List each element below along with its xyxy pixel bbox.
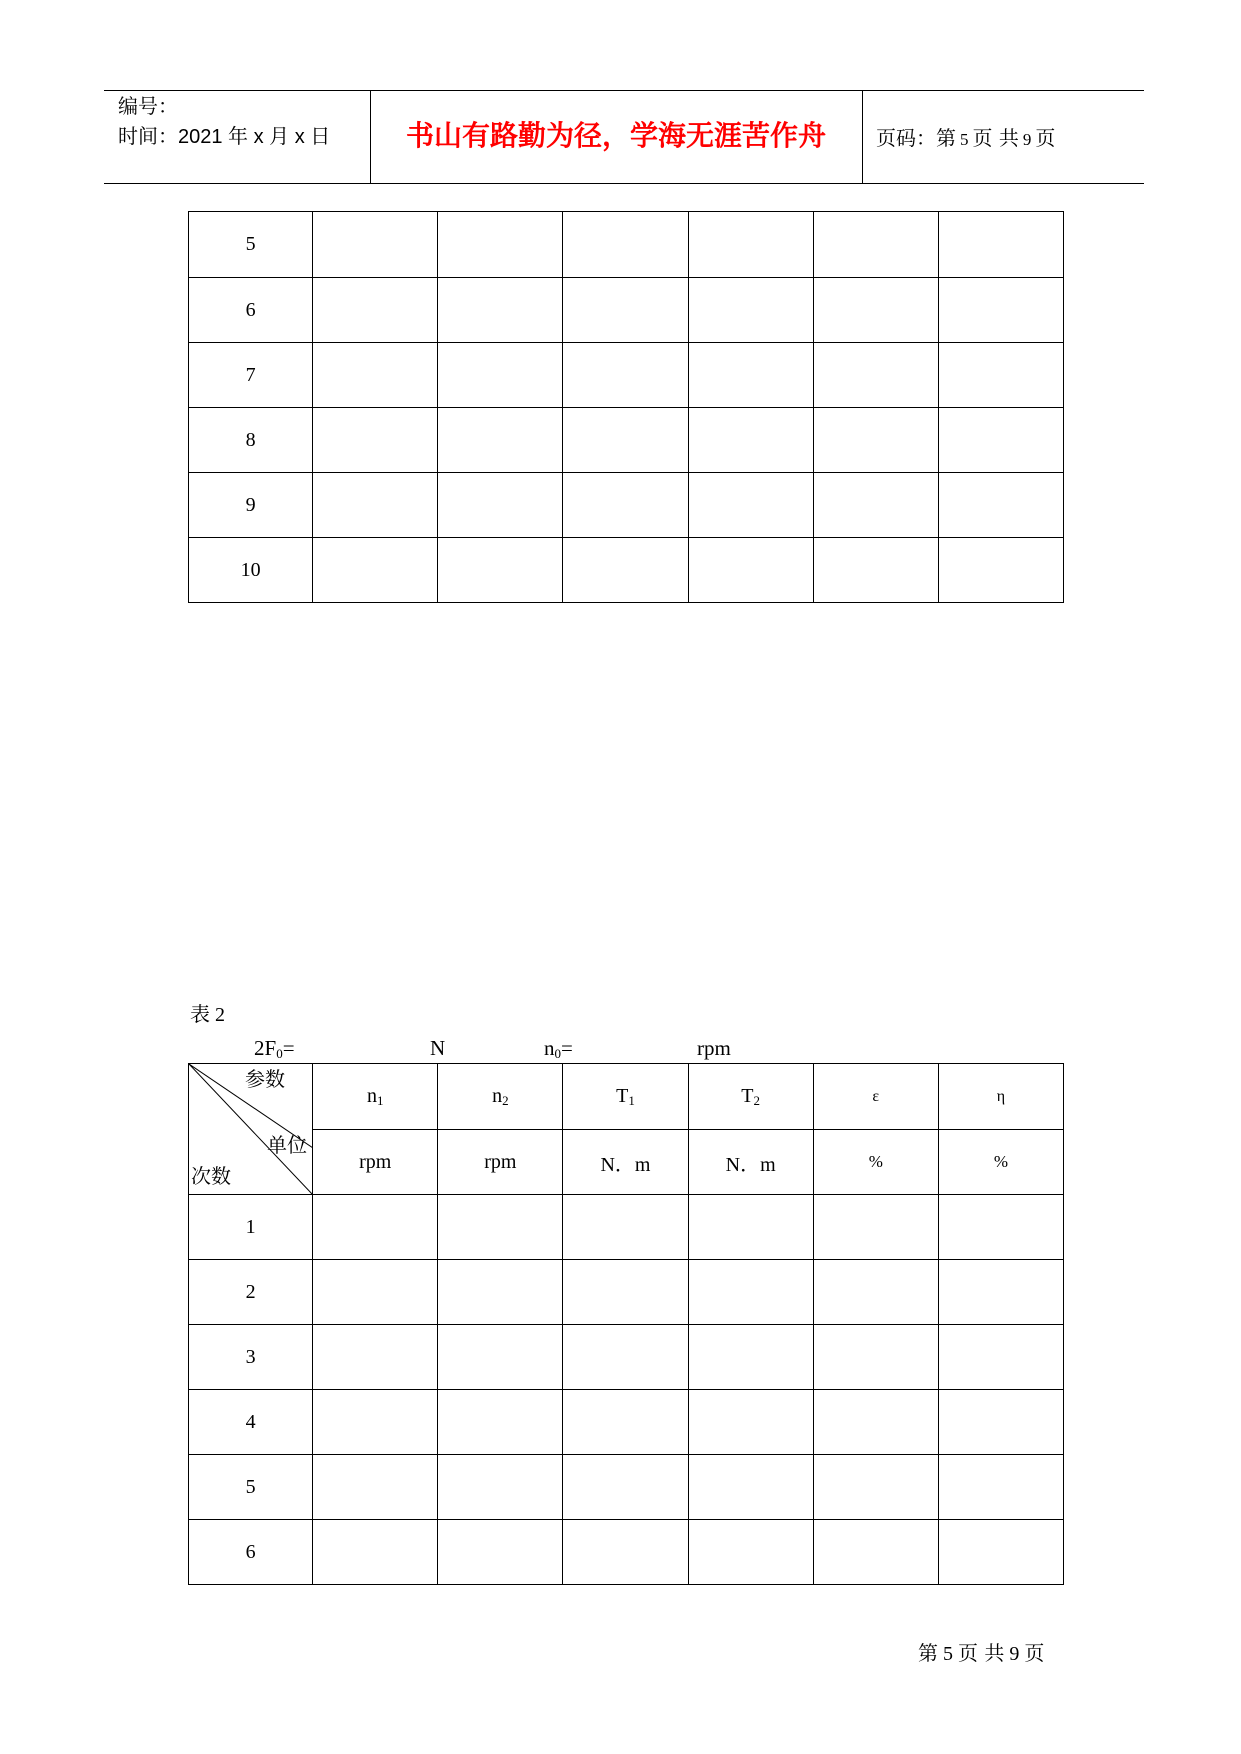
- header-top-rule: [104, 90, 1144, 91]
- data-cell: [813, 278, 938, 343]
- data-cell: [313, 1520, 438, 1585]
- header-bottom-rule: [104, 183, 1144, 184]
- data-cell: [813, 1195, 938, 1260]
- data-cell: [313, 473, 438, 538]
- data-cell: [563, 1325, 688, 1390]
- table-row: [189, 1455, 1064, 1520]
- data-cell: [313, 1260, 438, 1325]
- data-cell: [938, 538, 1063, 603]
- data-cell: [313, 212, 438, 278]
- corner-param-label: 参数: [245, 1067, 285, 1091]
- header-page-indicator: [876, 124, 1055, 154]
- column-unit-header: N．m: [688, 1130, 813, 1195]
- row-index-cell: 5: [189, 1455, 313, 1520]
- data-cell: [688, 1390, 813, 1455]
- table-2: [188, 1063, 1064, 1585]
- table-2-caption: 表 2: [190, 1004, 225, 1026]
- data-cell: [313, 278, 438, 343]
- row-index-cell: 6: [189, 1520, 313, 1585]
- column-param-name: ε: [872, 1087, 880, 1105]
- row-index-cell: 10: [189, 538, 313, 603]
- table-row: [189, 1390, 1064, 1455]
- data-cell: [563, 1520, 688, 1585]
- footer-mid: 页 共: [958, 1641, 1005, 1665]
- page-suffix: 页: [1035, 126, 1056, 150]
- data-cell: [438, 473, 563, 538]
- table-row: [189, 538, 1064, 603]
- data-cell: [313, 1195, 438, 1260]
- data-cell: [688, 212, 813, 278]
- data-cell: [938, 1325, 1063, 1390]
- data-cell: [813, 408, 938, 473]
- document-time-label: 时间：2021 年 x 月 x 日: [118, 126, 331, 148]
- data-cell: [563, 278, 688, 343]
- row-index-cell: 6: [189, 278, 313, 343]
- data-cell: [688, 1260, 813, 1325]
- param-f0-eq: =: [282, 1036, 295, 1060]
- data-cell: [438, 1390, 563, 1455]
- footer-page-number: [918, 1640, 1044, 1667]
- data-cell: [438, 408, 563, 473]
- column-param-name: T: [741, 1085, 754, 1107]
- data-cell: [563, 1195, 688, 1260]
- column-param-name: η: [996, 1087, 1006, 1105]
- data-cell: [438, 1455, 563, 1520]
- footer-prefix: 第: [918, 1641, 938, 1665]
- row-index-cell: 2: [189, 1260, 313, 1325]
- corner-count-label: 次数: [191, 1164, 231, 1188]
- data-cell: [938, 1520, 1063, 1585]
- data-cell: [813, 1520, 938, 1585]
- param-f0: [254, 1035, 295, 1061]
- row-index-cell: 9: [189, 473, 313, 538]
- column-param-header: [938, 1064, 1063, 1130]
- footer-current: 5: [943, 1643, 953, 1665]
- table-row: [189, 278, 1064, 343]
- column-param-header: [688, 1064, 813, 1130]
- table-row: [189, 408, 1064, 473]
- param-n0: [544, 1035, 573, 1061]
- data-cell: [813, 212, 938, 278]
- table-row: [189, 1325, 1064, 1390]
- data-cell: [938, 408, 1063, 473]
- column-param-name: n: [366, 1085, 377, 1107]
- data-cell: [688, 343, 813, 408]
- data-cell: [938, 278, 1063, 343]
- data-cell: [938, 1390, 1063, 1455]
- data-cell: [688, 538, 813, 603]
- data-cell: [938, 1195, 1063, 1260]
- column-param-header: [313, 1064, 438, 1130]
- data-cell: [438, 1195, 563, 1260]
- column-param-subscript: 2: [753, 1093, 760, 1108]
- column-param-subscript: 2: [502, 1093, 509, 1108]
- data-cell: [688, 473, 813, 538]
- table-row: [189, 1260, 1064, 1325]
- data-cell: [688, 278, 813, 343]
- data-cell: [688, 1325, 813, 1390]
- row-index-cell: 1: [189, 1195, 313, 1260]
- data-cell: [813, 343, 938, 408]
- column-param-subscript: 1: [628, 1093, 635, 1108]
- data-cell: [938, 212, 1063, 278]
- data-cell: [438, 1260, 563, 1325]
- data-cell: [313, 538, 438, 603]
- row-index-cell: 5: [189, 212, 313, 278]
- data-cell: [938, 1455, 1063, 1520]
- data-cell: [438, 343, 563, 408]
- param-f0-label: 2F: [254, 1036, 277, 1060]
- table-row: [189, 473, 1064, 538]
- data-cell: [438, 1520, 563, 1585]
- header-meta: [118, 92, 368, 152]
- data-cell: [438, 278, 563, 343]
- table-row: [189, 343, 1064, 408]
- row-index-cell: 3: [189, 1325, 313, 1390]
- data-cell: [813, 473, 938, 538]
- param-f0-sub: 0: [276, 1046, 283, 1061]
- data-cell: [313, 1390, 438, 1455]
- data-cell: [438, 1325, 563, 1390]
- param-n0-eq: =: [561, 1036, 573, 1060]
- data-cell: [563, 1390, 688, 1455]
- param-f0-unit: N: [430, 1036, 446, 1060]
- data-cell: [813, 1390, 938, 1455]
- page-current: 5: [960, 130, 969, 149]
- data-cell: [688, 1455, 813, 1520]
- document-number-label: 编号：: [118, 96, 178, 118]
- data-cell: [813, 1260, 938, 1325]
- data-cell: [563, 343, 688, 408]
- header-divider-right: [862, 90, 863, 184]
- table-2-header-params: [189, 1064, 1064, 1130]
- column-unit-header: rpm: [438, 1130, 563, 1195]
- data-cell: [813, 1455, 938, 1520]
- column-param-header: [438, 1064, 563, 1130]
- data-cell: [688, 1520, 813, 1585]
- column-param-subscript: 1: [376, 1093, 384, 1108]
- data-cell: [563, 538, 688, 603]
- column-unit-header: rpm: [313, 1130, 438, 1195]
- header-motto: 书山有路勤为径，学海无涯苦作舟: [405, 119, 826, 152]
- data-cell: [563, 1455, 688, 1520]
- data-cell: [313, 343, 438, 408]
- data-cell: [688, 1195, 813, 1260]
- data-cell: [563, 408, 688, 473]
- page-prefix: 页码：第: [876, 126, 956, 150]
- param-n0-unit: rpm: [697, 1036, 731, 1060]
- column-unit-header: %: [813, 1130, 938, 1195]
- data-cell: [938, 343, 1063, 408]
- footer-suffix: 页: [1024, 1641, 1045, 1665]
- data-cell: [938, 473, 1063, 538]
- table-2-corner-cell: [189, 1064, 313, 1195]
- data-cell: [313, 408, 438, 473]
- data-cell: [813, 538, 938, 603]
- data-cell: [688, 408, 813, 473]
- data-cell: [938, 1260, 1063, 1325]
- data-cell: [313, 1455, 438, 1520]
- data-cell: [563, 212, 688, 278]
- page-mid: 页 共: [972, 126, 1019, 150]
- table-2-header-units: [189, 1130, 1064, 1195]
- header-divider-left: [370, 90, 371, 184]
- data-cell: [563, 1260, 688, 1325]
- corner-unit-label: 单位: [267, 1133, 307, 1157]
- param-n0-sub: 0: [554, 1046, 561, 1061]
- data-cell: [563, 473, 688, 538]
- column-unit-header: N．m: [563, 1130, 688, 1195]
- column-unit-header: %: [938, 1130, 1063, 1195]
- data-cell: [438, 538, 563, 603]
- row-index-cell: 4: [189, 1390, 313, 1455]
- table-row: [189, 1520, 1064, 1585]
- column-param-header: [563, 1064, 688, 1130]
- page-total: 9: [1022, 130, 1032, 149]
- table-row: [189, 212, 1064, 278]
- column-param-name: n: [492, 1085, 503, 1107]
- column-param-name: T: [616, 1085, 629, 1107]
- data-cell: [813, 1325, 938, 1390]
- table-row: [189, 1195, 1064, 1260]
- footer-total: 9: [1009, 1643, 1020, 1665]
- table-1-continued: [188, 211, 1064, 603]
- data-cell: [438, 212, 563, 278]
- param-n0-label: n: [544, 1036, 555, 1060]
- row-index-cell: 7: [189, 343, 313, 408]
- column-param-header: [813, 1064, 938, 1130]
- data-cell: [313, 1325, 438, 1390]
- row-index-cell: 8: [189, 408, 313, 473]
